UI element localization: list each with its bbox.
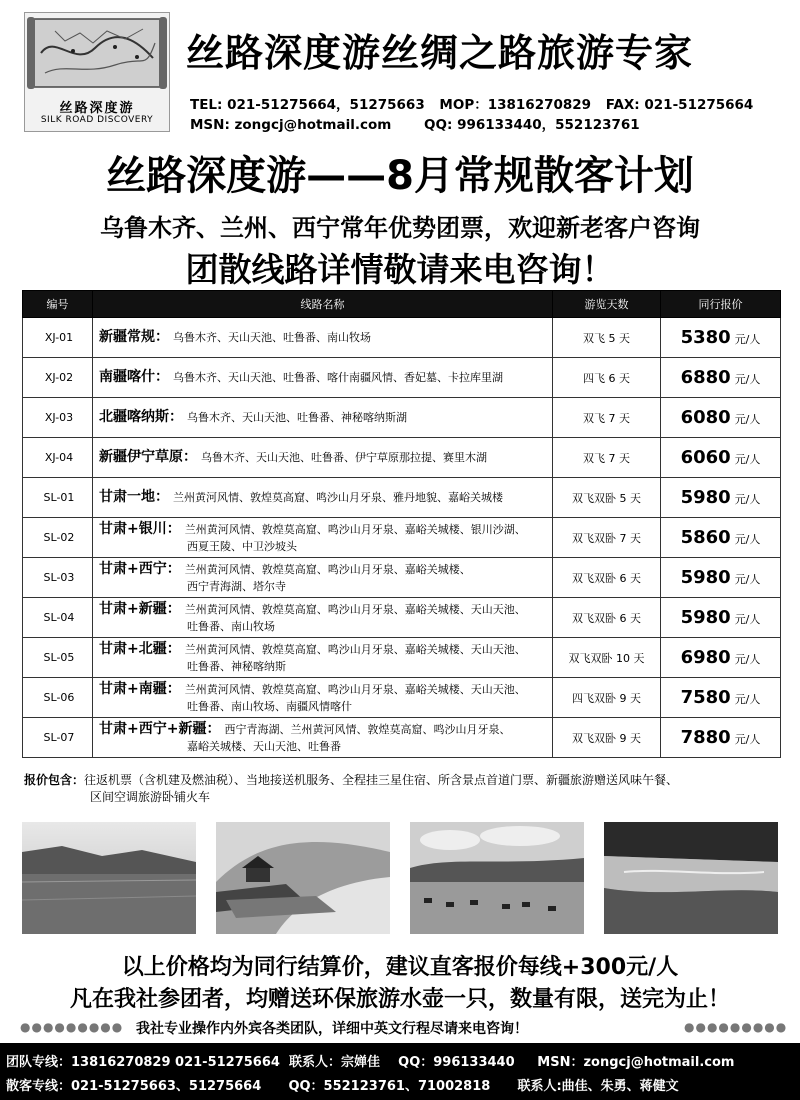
- price-unit: 元/人: [734, 653, 761, 666]
- route-code: SL-04: [23, 598, 93, 638]
- route-cell: [93, 598, 553, 638]
- route-price: 5860: [680, 527, 731, 548]
- route-days: 双飞 7 天: [553, 398, 661, 438]
- route-cell: [93, 678, 553, 718]
- table-row: [23, 318, 781, 358]
- fit-contact-label: 联系人:: [517, 1079, 562, 1094]
- header-route: 线路名称: [93, 291, 553, 318]
- dots-right: ●●●●●●●●●: [684, 1020, 788, 1034]
- route-price: 7880: [680, 727, 731, 748]
- route-code: XJ-02: [23, 358, 93, 398]
- photo-lake: [22, 822, 196, 934]
- price-includes: [24, 772, 784, 806]
- fit-contact-names: 曲佳、朱勇、蒋健文: [561, 1079, 679, 1094]
- service-row: [20, 1018, 788, 1037]
- service-note: 我社专业操作内外宾各类团队，详细中英文行程尽请来电咨询！: [136, 1021, 528, 1037]
- route-price: 5380: [680, 327, 731, 348]
- table-row: [23, 718, 781, 758]
- route-days: 双飞双卧 6 天: [553, 598, 661, 638]
- route-cell: [93, 478, 553, 518]
- route-price-cell: [661, 478, 781, 518]
- route-cell: [93, 318, 553, 358]
- route-price-cell: [661, 358, 781, 398]
- route-days: 双飞双卧 6 天: [553, 558, 661, 598]
- route-name: 甘肃+西宁+新疆：: [99, 720, 221, 737]
- route-days: 四飞双卧 9 天: [553, 678, 661, 718]
- route-days: 双飞双卧 7 天: [553, 518, 661, 558]
- route-desc: 兰州黄河风情、敦煌莫高窟、鸣沙山月牙泉、嘉峪关城楼、天山天池、: [184, 682, 526, 696]
- price-unit: 元/人: [734, 413, 761, 426]
- qq-numbers: QQ: 996133440，552123761: [424, 117, 640, 133]
- route-days: 双飞双卧 5 天: [553, 478, 661, 518]
- route-price: 5980: [680, 567, 731, 588]
- price-unit: 元/人: [734, 733, 761, 746]
- price-unit: 元/人: [734, 373, 761, 386]
- route-cell: [93, 638, 553, 678]
- route-price: 6980: [680, 647, 731, 668]
- group-contact-name: 宗婵佳: [341, 1055, 381, 1070]
- route-name: 甘肃+银川：: [99, 520, 181, 537]
- route-price-cell: [661, 558, 781, 598]
- mop-number: MOP：13816270829: [439, 97, 592, 113]
- plan-title: 丝路深度游——8月常规散客计划: [106, 153, 694, 199]
- contact-line-1: [190, 93, 753, 113]
- tel-number: TEL: 021-51275664，51275663: [190, 97, 425, 113]
- route-days: 双飞 7 天: [553, 438, 661, 478]
- route-price-cell: [661, 678, 781, 718]
- logo-text-en: SILK ROAD DISCOVERY: [40, 115, 154, 125]
- route-name: 南疆喀什：: [99, 369, 169, 385]
- route-name: 甘肃+南疆：: [99, 680, 181, 697]
- group-qq: QQ：996133440: [398, 1055, 515, 1070]
- photo-desert-pavilion: [216, 822, 390, 934]
- header-code: 编号: [23, 291, 93, 318]
- route-code: XJ-01: [23, 318, 93, 358]
- price-note: 以上价格均为同行结算价，建议直客报价每线+300元/人: [121, 955, 679, 980]
- route-price-cell: [661, 638, 781, 678]
- company-logo: [24, 12, 170, 132]
- price-unit: 元/人: [734, 573, 761, 586]
- subtitle-promo: 乌鲁木齐、兰州、西宁常年优势团票，欢迎新老客户咨询: [100, 214, 700, 242]
- table-row: [23, 598, 781, 638]
- price-unit: 元/人: [734, 453, 761, 466]
- group-msn: MSN：zongcj@hotmail.com: [537, 1055, 735, 1070]
- route-days: 双飞双卧 10 天: [553, 638, 661, 678]
- dots-left: ●●●●●●●●●: [20, 1020, 124, 1034]
- route-name: 北疆喀纳斯：: [99, 409, 183, 425]
- route-code: SL-07: [23, 718, 93, 758]
- footer-line-fit: [6, 1075, 679, 1094]
- route-desc: 兰州黄河风情、敦煌莫高窟、鸣沙山月牙泉、雅丹地貌、嘉峪关城楼: [173, 491, 503, 504]
- contact-line-2: [190, 113, 640, 133]
- route-name: 甘肃+新疆：: [99, 600, 181, 617]
- table-row: [23, 478, 781, 518]
- route-days: 双飞 5 天: [553, 318, 661, 358]
- route-code: SL-03: [23, 558, 93, 598]
- route-code: SL-02: [23, 518, 93, 558]
- group-contact-label: 联系人：: [289, 1055, 342, 1070]
- photo-forest-lake: [604, 822, 778, 934]
- fit-hotline-label: 散客专线：: [6, 1079, 72, 1094]
- includes-line-1: 往返机票（含机建及燃油税）、当地接送机服务、全程挂三星住宿、所含景点首道门票、新疆旅游赠送风味午餐、: [84, 773, 679, 787]
- msn-address: MSN: zongcj@hotmail.com: [190, 117, 392, 133]
- route-name: 新疆常规：: [99, 329, 169, 345]
- price-unit: 元/人: [734, 333, 761, 346]
- route-cell: [93, 558, 553, 598]
- group-hotline-phones: 13816270829 021-51275664: [71, 1055, 280, 1070]
- fit-hotline-phones: 021-51275663、51275664: [71, 1079, 262, 1094]
- table-row: [23, 638, 781, 678]
- route-desc: 乌鲁木齐、天山天池、吐鲁番、伊宁草原那拉提、赛里木湖: [201, 451, 487, 464]
- route-price-cell: [661, 438, 781, 478]
- route-cell: [93, 358, 553, 398]
- logo-text-cn: 丝路深度游: [59, 101, 135, 116]
- route-name: 新疆伊宁草原：: [99, 449, 197, 465]
- brand-title: 丝路深度游丝绸之路旅游专家: [186, 31, 694, 75]
- route-desc: 乌鲁木齐、天山天池、吐鲁番、南山牧场: [173, 331, 371, 344]
- route-price-cell: [661, 518, 781, 558]
- route-desc: 兰州黄河风情、敦煌莫高窟、鸣沙山月牙泉、嘉峪关城楼、天山天池、: [184, 642, 526, 656]
- subtitle-inquiry: 团散线路详情敬请来电咨询！: [185, 250, 615, 289]
- route-days: 双飞双卧 9 天: [553, 718, 661, 758]
- footer-line-group: [6, 1051, 734, 1070]
- route-cell: [93, 518, 553, 558]
- route-name: 甘肃+西宁：: [99, 560, 181, 577]
- route-desc: 兰州黄河风情、敦煌莫高窟、鸣沙山月牙泉、嘉峪关城楼、银川沙湖、: [184, 522, 526, 536]
- route-price: 7580: [680, 687, 731, 708]
- table-row: [23, 518, 781, 558]
- route-price-cell: [661, 318, 781, 358]
- route-desc-2: 嘉峪关城楼、天山天池、吐鲁番: [187, 739, 341, 753]
- route-price-cell: [661, 398, 781, 438]
- route-cell: [93, 398, 553, 438]
- includes-line-2: 区间空调旅游卧铺火车: [90, 790, 211, 804]
- table-header-row: [23, 291, 781, 318]
- route-desc: 兰州黄河风情、敦煌莫高窟、鸣沙山月牙泉、嘉峪关城楼、天山天池、: [184, 602, 526, 616]
- header-days: 游览天数: [553, 291, 661, 318]
- table-row: [23, 398, 781, 438]
- route-desc: 兰州黄河风情、敦煌莫高窟、鸣沙山月牙泉、嘉峪关城楼、: [184, 562, 471, 576]
- fax-number: FAX: 021-51275664: [605, 97, 754, 113]
- route-price-cell: [661, 718, 781, 758]
- header-price: 同行报价: [661, 291, 781, 318]
- table-row: [23, 558, 781, 598]
- route-code: XJ-04: [23, 438, 93, 478]
- route-table: [22, 290, 781, 758]
- route-price: 5980: [680, 607, 731, 628]
- route-desc: 乌鲁木齐、天山天池、吐鲁番、喀什南疆风情、香妃墓、卡拉库里湖: [173, 371, 503, 384]
- route-desc-2: 吐鲁番、南山牧场: [187, 619, 275, 633]
- price-unit: 元/人: [734, 493, 761, 506]
- includes-label: 报价包含：: [24, 773, 85, 787]
- gift-note: 凡在我社参团者，均赠送环保旅游水壶一只，数量有限，送完为止！: [69, 987, 730, 1012]
- route-desc-2: 西夏王陵、中卫沙坡头: [187, 539, 297, 553]
- route-desc: 乌鲁木齐、天山天池、吐鲁番、神秘喀纳斯湖: [187, 411, 407, 424]
- route-price: 6060: [680, 447, 731, 468]
- group-hotline-label: 团队专线：: [6, 1055, 72, 1070]
- route-code: SL-05: [23, 638, 93, 678]
- route-code: SL-06: [23, 678, 93, 718]
- map-scroll-icon: [25, 13, 169, 93]
- route-code: XJ-03: [23, 398, 93, 438]
- route-price: 6080: [680, 407, 731, 428]
- photo-grassland-cattle: [410, 822, 584, 934]
- table-row: [23, 438, 781, 478]
- route-table-body: [23, 318, 781, 758]
- route-desc: 西宁青海湖、兰州黄河风情、敦煌莫高窟、鸣沙山月牙泉、: [224, 722, 511, 736]
- fit-qq: QQ：552123761、71002818: [288, 1079, 491, 1094]
- price-unit: 元/人: [734, 533, 761, 546]
- route-days: 四飞 6 天: [553, 358, 661, 398]
- footer-contact-bar: [0, 1043, 800, 1100]
- table-row: [23, 678, 781, 718]
- price-unit: 元/人: [734, 693, 761, 706]
- price-unit: 元/人: [734, 613, 761, 626]
- route-desc-2: 吐鲁番、南山牧场、南疆风情喀什: [187, 699, 352, 713]
- table-row: [23, 358, 781, 398]
- route-price-cell: [661, 598, 781, 638]
- route-price: 5980: [680, 487, 731, 508]
- route-cell: [93, 438, 553, 478]
- route-code: SL-01: [23, 478, 93, 518]
- route-desc-2: 西宁青海湖、塔尔寺: [187, 579, 286, 593]
- route-cell: [93, 718, 553, 758]
- route-name: 甘肃一地：: [99, 489, 169, 505]
- route-price: 6880: [680, 367, 731, 388]
- route-name: 甘肃+北疆：: [99, 640, 181, 657]
- route-desc-2: 吐鲁番、神秘喀纳斯: [187, 659, 286, 673]
